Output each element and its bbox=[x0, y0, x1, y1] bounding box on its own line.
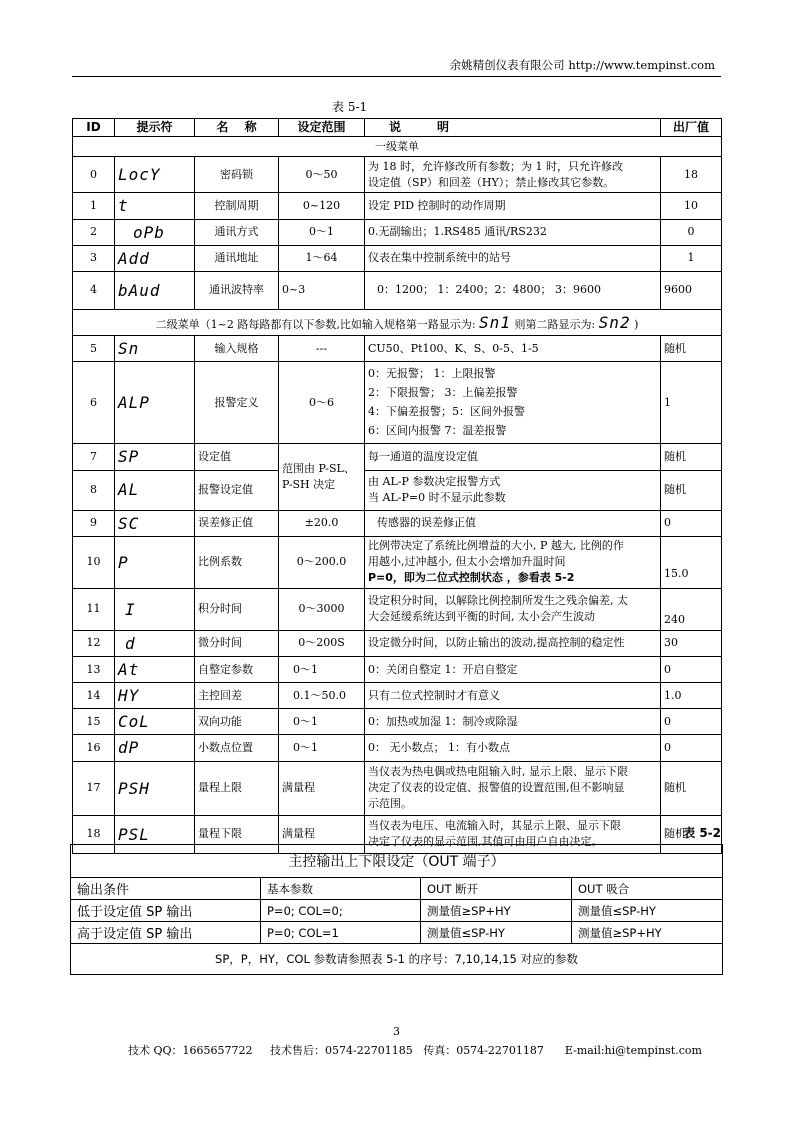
row-symbol: dP bbox=[115, 735, 195, 761]
section-row bbox=[73, 309, 722, 335]
table-row bbox=[73, 470, 722, 510]
section2-text: 则第二路显示为: bbox=[514, 317, 596, 331]
section2-text: 二级菜单（1~2 路每路都有以下参数,比如输入规格第一路显示为: bbox=[155, 317, 476, 331]
table2-title: 主控输出上下限设定（OUT 端子） bbox=[71, 845, 723, 878]
row-name: 自整定参数 bbox=[195, 656, 279, 682]
row-name: 控制周期 bbox=[195, 193, 279, 219]
row-desc bbox=[365, 362, 661, 444]
table-row bbox=[73, 683, 722, 709]
row-default: 0 bbox=[661, 219, 722, 245]
row-default: 18 bbox=[661, 157, 722, 193]
row-range: 0～1 bbox=[279, 656, 365, 682]
table-row bbox=[73, 761, 722, 815]
row-default: 1 bbox=[661, 362, 722, 444]
row-range: 满量程 bbox=[279, 815, 365, 853]
row-range: 0～6 bbox=[279, 362, 365, 444]
page-number: 3 bbox=[393, 1025, 400, 1038]
desc-line: 设定值（SP）和回差（HY）；禁止修改其它参数。 bbox=[368, 175, 615, 189]
row-symbol: SC bbox=[115, 510, 195, 536]
page-header bbox=[450, 57, 715, 73]
row-desc: 设定微分时间，以防止输出的波动,提高控制的稳定性 bbox=[365, 630, 661, 656]
table-row bbox=[73, 193, 722, 219]
row-id: 3 bbox=[73, 245, 115, 271]
desc-line: 用越小,过冲越小, 但太小会增加升温时间 bbox=[368, 555, 566, 569]
table2-cell: 测量值≤SP-HY bbox=[572, 900, 723, 922]
row-name: 通讯波特率 bbox=[195, 271, 279, 309]
section2-text: ) bbox=[634, 317, 639, 331]
table2-cell: P=0; COL=0; bbox=[261, 900, 421, 922]
col-name: 名 称 bbox=[195, 119, 279, 137]
row-symbol: I bbox=[115, 588, 195, 630]
table2-header: 基本参数 bbox=[261, 878, 421, 900]
row-desc: 设定 PID 控制时的动作周期 bbox=[365, 193, 661, 219]
col-desc: 说 明 bbox=[365, 119, 661, 137]
desc-bold-line: P=0，即为二位式控制状态 ，参看表 5-2 bbox=[368, 571, 575, 585]
row-default: 随机 bbox=[661, 444, 722, 470]
row-desc bbox=[365, 761, 661, 815]
row-id: 17 bbox=[73, 761, 115, 815]
row-default: 1.0 bbox=[661, 683, 722, 709]
row-default: 30 bbox=[661, 630, 722, 656]
table2-cell: 测量值≥SP+HY bbox=[421, 900, 572, 922]
row-id: 6 bbox=[73, 362, 115, 444]
row-desc: 仪表在集中控制系统中的站号 bbox=[365, 245, 661, 271]
row-default: 240 bbox=[661, 588, 722, 630]
row-default: 10 bbox=[661, 193, 722, 219]
table2-header: OUT 断开 bbox=[421, 878, 572, 900]
row-id: 4 bbox=[73, 271, 115, 309]
row-name: 比例系数 bbox=[195, 536, 279, 588]
table2-cell: P=0; COL=1 bbox=[261, 922, 421, 944]
table2-foot-row bbox=[71, 944, 723, 975]
desc-line: 大会延缓系统达到平衡的时间, 太小会产生波动 bbox=[368, 610, 595, 624]
table-row bbox=[73, 157, 722, 193]
desc-line: 4：下偏差报警；5：区间外报警 bbox=[368, 404, 525, 418]
desc-line: 由 AL-P 参数决定报警方式 bbox=[368, 475, 501, 489]
table-row bbox=[73, 656, 722, 682]
row-name: 主控回差 bbox=[195, 683, 279, 709]
table2-cell: 测量值≤SP-HY bbox=[421, 922, 572, 944]
table-row bbox=[71, 922, 723, 944]
table-row bbox=[71, 900, 723, 922]
row-symbol: PSL bbox=[115, 815, 195, 853]
row-default: 0 bbox=[661, 709, 722, 735]
row-id: 2 bbox=[73, 219, 115, 245]
row-desc: CU50、Pt100、K、S、0-5、1-5 bbox=[365, 336, 661, 362]
table1-header-row bbox=[73, 119, 722, 137]
row-name: 通讯方式 bbox=[195, 219, 279, 245]
row-default: 随机 bbox=[661, 761, 722, 815]
row-desc bbox=[365, 157, 661, 193]
row-symbol: At bbox=[115, 656, 195, 682]
table-row bbox=[73, 245, 722, 271]
table-row bbox=[73, 510, 722, 536]
row-id: 12 bbox=[73, 630, 115, 656]
row-symbol: HY bbox=[115, 683, 195, 709]
row-default: 15.0 bbox=[661, 536, 722, 588]
row-name: 通讯地址 bbox=[195, 245, 279, 271]
row-symbol: d bbox=[115, 630, 195, 656]
row-desc: 0： 无小数点； 1：有小数点 bbox=[365, 735, 661, 761]
table-row bbox=[73, 219, 722, 245]
row-name: 密码锁 bbox=[195, 157, 279, 193]
row-desc: 0：关闭自整定 1：开启自整定 bbox=[365, 656, 661, 682]
row-range: 0.1～50.0 bbox=[279, 683, 365, 709]
row-id: 7 bbox=[73, 444, 115, 470]
table2-caption: 表 5-2 bbox=[683, 826, 721, 840]
section1-label: 一级菜单 bbox=[73, 137, 722, 157]
desc-line: 示范围。 bbox=[368, 797, 412, 811]
table2-cell: 测量值≥SP+HY bbox=[572, 922, 723, 944]
row-range: 范围由 P-SL、P-SH 决定 bbox=[279, 444, 365, 510]
desc-line: 为 18 时，允许修改所有参数；为 1 时，只允许修改 bbox=[368, 159, 623, 173]
row-range: 0～3000 bbox=[279, 588, 365, 630]
row-id: 18 bbox=[73, 815, 115, 853]
row-id: 16 bbox=[73, 735, 115, 761]
section2-symbol-a: Sn1 bbox=[479, 312, 511, 332]
desc-line: 2：下限报警； 3：上偏差报警 bbox=[368, 386, 518, 400]
table-row bbox=[73, 444, 722, 470]
row-range: --- bbox=[279, 336, 365, 362]
row-name: 微分时间 bbox=[195, 630, 279, 656]
col-symbol: 提示符 bbox=[115, 119, 195, 137]
row-default: 随机 bbox=[661, 336, 722, 362]
table-row bbox=[73, 362, 722, 444]
out-limits-table bbox=[70, 844, 723, 975]
row-desc: 传感器的误差修正值 bbox=[365, 510, 661, 536]
row-name: 输入规格 bbox=[195, 336, 279, 362]
row-range: 0~120 bbox=[279, 193, 365, 219]
row-desc bbox=[365, 536, 661, 588]
row-desc bbox=[365, 470, 661, 510]
desc-line: 设定积分时间，以解除比例控制所发生之残余偏差, 太 bbox=[368, 594, 628, 608]
row-default: 0 bbox=[661, 656, 722, 682]
row-range: 0～50 bbox=[279, 157, 365, 193]
parameter-table bbox=[72, 118, 722, 854]
row-desc bbox=[365, 588, 661, 630]
row-default: 随机 bbox=[661, 470, 722, 510]
row-symbol: AL bbox=[115, 470, 195, 510]
col-id: ID bbox=[73, 119, 115, 137]
col-default: 出厂值 bbox=[661, 119, 722, 137]
row-range: 满量程 bbox=[279, 761, 365, 815]
desc-line: 当仪表为电压、电流输入时，其显示上限、显示下限 bbox=[368, 819, 621, 833]
header-company: 余姚精创仪表有限公司 bbox=[449, 58, 565, 72]
table2-cell: 低于设定值 SP 输出 bbox=[71, 900, 261, 922]
row-default: 0 bbox=[661, 510, 722, 536]
row-id: 13 bbox=[73, 656, 115, 682]
row-symbol: SP bbox=[115, 444, 195, 470]
page-footer: 技术 QQ：1665657722 技术售后：0574-22701185 传真：0574-22701187 E-mail:hi@tempinst.com bbox=[128, 1044, 702, 1057]
table2-header-row bbox=[71, 878, 723, 900]
table-row bbox=[73, 588, 722, 630]
row-name: 报警设定值 bbox=[195, 470, 279, 510]
row-range: 0～1 bbox=[279, 709, 365, 735]
row-range: 0~3 bbox=[279, 271, 365, 309]
row-name: 双向功能 bbox=[195, 709, 279, 735]
row-symbol: oPb bbox=[115, 219, 195, 245]
row-desc: 0：1200； 1：2400；2：4800； 3：9600 bbox=[365, 271, 661, 309]
row-id: 9 bbox=[73, 510, 115, 536]
row-symbol: bAud bbox=[115, 271, 195, 309]
row-range: 0～1 bbox=[279, 735, 365, 761]
desc-line: 当仪表为热电偶或热电阻输入时, 显示上限、显示下限 bbox=[368, 765, 628, 779]
row-name: 量程上限 bbox=[195, 761, 279, 815]
table2-footnote: SP，P，HY，COL 参数请参照表 5-1 的序号：7,10,14,15 对应的参数 bbox=[71, 944, 723, 975]
table-row bbox=[73, 735, 722, 761]
row-id: 11 bbox=[73, 588, 115, 630]
row-range: 1～64 bbox=[279, 245, 365, 271]
row-symbol: Sn bbox=[115, 336, 195, 362]
row-id: 10 bbox=[73, 536, 115, 588]
row-symbol: P bbox=[115, 536, 195, 588]
row-desc: 每一通道的温度设定值 bbox=[365, 444, 661, 470]
row-id: 1 bbox=[73, 193, 115, 219]
row-desc: 0：加热或加湿 1：制冷或除湿 bbox=[365, 709, 661, 735]
table1-caption: 表 5-1 bbox=[332, 100, 368, 114]
row-range: ±20.0 bbox=[279, 510, 365, 536]
row-default: 1 bbox=[661, 245, 722, 271]
row-id: 15 bbox=[73, 709, 115, 735]
table-row bbox=[73, 630, 722, 656]
row-symbol: t bbox=[115, 193, 195, 219]
desc-line: 6：区间内报警 7：温差报警 bbox=[368, 423, 507, 437]
row-desc: 0.无副输出；1.RS485 通讯/RS232 bbox=[365, 219, 661, 245]
desc-line: 决定了仪表的设定值、报警值的设置范围,但不影响显 bbox=[368, 781, 625, 795]
section-row bbox=[73, 137, 722, 157]
row-id: 0 bbox=[73, 157, 115, 193]
row-symbol: CoL bbox=[115, 709, 195, 735]
table2-header: 输出条件 bbox=[71, 878, 261, 900]
desc-line: 0：无报警； 1：上限报警 bbox=[368, 367, 496, 381]
row-name: 积分时间 bbox=[195, 588, 279, 630]
row-name: 设定值 bbox=[195, 444, 279, 470]
row-name: 小数点位置 bbox=[195, 735, 279, 761]
desc-line: 当 AL-P=0 时不显示此参数 bbox=[368, 491, 506, 505]
row-name: 量程下限 bbox=[195, 815, 279, 853]
table-row bbox=[73, 336, 722, 362]
row-desc: 只有二位式控制时才有意义 bbox=[365, 683, 661, 709]
table-row bbox=[73, 271, 722, 309]
header-rule bbox=[72, 76, 721, 77]
desc-line: 决定了仪表的显示范围,其值可由用户自由决定。 bbox=[368, 835, 603, 849]
row-id: 8 bbox=[73, 470, 115, 510]
table-row bbox=[73, 536, 722, 588]
row-default: 9600 bbox=[661, 271, 722, 309]
header-url: http://www.tempinst.com bbox=[568, 58, 715, 72]
section2-label bbox=[73, 309, 722, 335]
row-range: 0～1 bbox=[279, 219, 365, 245]
row-id: 5 bbox=[73, 336, 115, 362]
table2-header: OUT 吸合 bbox=[572, 878, 723, 900]
table-row bbox=[73, 709, 722, 735]
table2-title-row bbox=[71, 845, 723, 878]
col-range: 设定范围 bbox=[279, 119, 365, 137]
row-range: 0～200.0 bbox=[279, 536, 365, 588]
row-default: 随机 bbox=[661, 815, 722, 853]
section2-symbol-b: Sn2 bbox=[598, 312, 631, 332]
row-name: 误差修正值 bbox=[195, 510, 279, 536]
row-range: 0～200S bbox=[279, 630, 365, 656]
row-symbol: PSH bbox=[115, 761, 195, 815]
row-symbol: LocY bbox=[115, 157, 195, 193]
table2-cell: 高于设定值 SP 输出 bbox=[71, 922, 261, 944]
row-default: 0 bbox=[661, 735, 722, 761]
desc-line: 比例带决定了系统比例增益的大小, P 越大, 比例的作 bbox=[368, 539, 624, 553]
row-symbol: Add bbox=[115, 245, 195, 271]
row-id: 14 bbox=[73, 683, 115, 709]
row-symbol: ALP bbox=[115, 362, 195, 444]
row-name: 报警定义 bbox=[195, 362, 279, 444]
